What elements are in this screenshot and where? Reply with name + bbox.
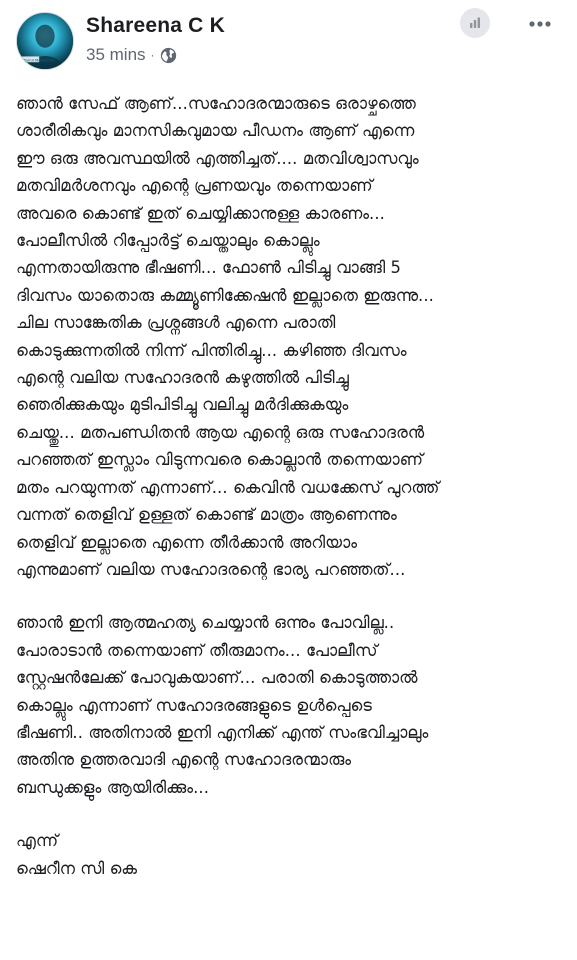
bar-chart-icon [467, 15, 483, 31]
post-line: തെളിവ് ഇല്ലാതെ എന്നെ തീർക്കാൻ അറിയാം [16, 532, 358, 552]
post-line: എന്ന് [16, 831, 59, 851]
post-signature [16, 827, 566, 882]
post-line: എന്റെ വലിയ സഹോദരൻ കഴുത്തിൽ പിടിച്ചു [16, 368, 349, 388]
post-meta [86, 45, 177, 65]
post-line: അവരെ കൊണ്ട് ഇത് ചെയ്യിക്കാനുള്ള കാരണം... [16, 203, 385, 223]
post-line: മതവിമർശനവും എന്റെ പ്രണയവും തന്നെയാണ് [16, 176, 373, 196]
post-line: ചെയ്തു... മതപണ്ഡിതൻ ആയ എന്റെ ഒരു സഹോദരൻ [16, 422, 425, 442]
avatar[interactable] [16, 12, 74, 70]
post-timestamp[interactable]: 35 mins [86, 45, 146, 64]
post-body [16, 90, 566, 882]
author-name[interactable]: Shareena C K [86, 14, 225, 37]
post-line: വന്നത് തെളിവ് ഉള്ളത് കൊണ്ട് മാത്രം ആണെന്നും [16, 505, 397, 525]
insights-button[interactable] [460, 8, 490, 38]
post-line: കൊടുക്കുന്നതിൽ നിന്ന് പിന്തിരിച്ചു... കഴിഞ്ഞ ദിവസം [16, 340, 407, 360]
post-line: ബന്ധുക്കളും ആയിരിക്കും... [16, 777, 210, 797]
post-line: പോരാടാൻ തന്നെയാണ് തീരുമാനം... പോലീസ് [16, 640, 378, 660]
post-line: പോലീസിൽ റിപ്പോർട്ട് ചെയ്താലും കൊല്ലും [16, 231, 320, 251]
post-line: ഷെറീന സി കെ [16, 858, 138, 878]
more-horizontal-icon [528, 20, 552, 28]
post-line: ഭീഷണി.. അതിനാൽ ഇനി എനിക്ക് എന്ത് സംഭവിച്ചാലും [16, 722, 429, 742]
post-line: എന്നതായിരുന്നു ഭീഷണി... ഫോൺ പിടിച്ചു വാങ്ങി 5 [16, 258, 402, 278]
post-line: ഞാൻ ഇനി ആത്മഹത്യ ചെയ്യാൻ ഒന്നും പോവില്ല.. [16, 613, 395, 633]
post-line: എന്നുമാണ് വലിയ സഹോദരന്റെ ഭാര്യ പറഞ്ഞത്... [16, 559, 406, 579]
post-line: കൊല്ലും എന്നാണ് സഹോദരങ്ങളുടെ ഉൾപ്പെടെ [16, 695, 372, 715]
avatar-badge: Tamil Mawesoon [23, 57, 56, 63]
more-options-button[interactable] [524, 12, 556, 36]
post-line: ഞാൻ സേഫ് ആണ്...സഹോദരന്മാരുടെ ഒരാഴ്ചത്തെ [16, 94, 416, 113]
post-line: ഞെരിക്കുകയും മുടിപിടിച്ചു വലിച്ചു മർദിക്കുകയും [16, 395, 349, 415]
post-header [0, 0, 577, 80]
post-paragraph [16, 90, 566, 583]
post-line: പറഞ്ഞത് ഇസ്ലാം വിടുന്നവരെ കൊല്ലാൻ തന്നെയാണ് [16, 450, 423, 470]
post-line: സ്റ്റേഷൻലേക്ക് പോവുകയാണ്... പരാതി കൊടുത്താൽ [16, 668, 418, 688]
post-line: അതിനു ഉത്തരവാദി എന്റെ സഹോദരന്മാരും [16, 750, 352, 770]
post-paragraph [16, 609, 566, 801]
post-line: ദിവസം യാതൊരു കമ്മ്യൂണിക്കേഷൻ ഇല്ലാതെ ഇരുന്നു... [16, 285, 434, 305]
globe-icon[interactable] [160, 47, 177, 64]
post-line: ചില സാങ്കേതിക പ്രശ്നങ്ങൾ എന്നെ പരാതി [16, 313, 336, 333]
post-line: ഈ ഒരു അവസ്ഥയിൽ എത്തിച്ചത്.... മതവിശ്വാസവും [16, 148, 419, 168]
post-line: ശാരീരികവും മാനസികവുമായ പീഡനം ആണ് എന്നെ [16, 121, 415, 141]
post-line: മതം പറയുന്നത് എന്നാണ്... കെവിൻ വധക്കേസ് പുറത്ത് [16, 477, 440, 497]
meta-separator: · [150, 48, 155, 62]
profile-photo [17, 13, 73, 69]
